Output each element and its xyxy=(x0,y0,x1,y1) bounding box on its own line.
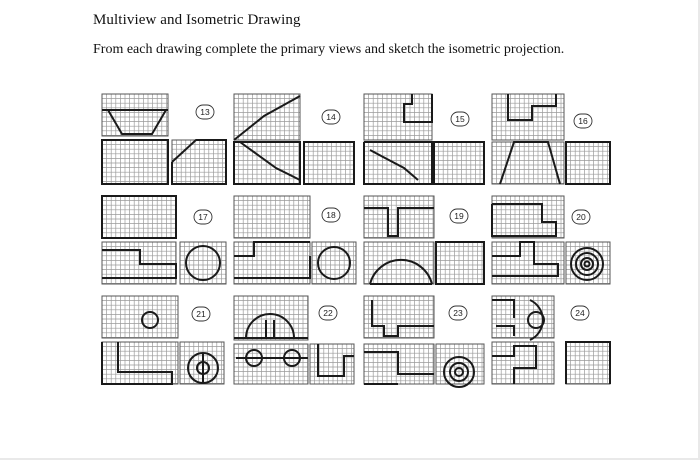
problem-number-badge xyxy=(192,307,210,321)
problem-number: 13 xyxy=(200,107,210,118)
problem-number: 16 xyxy=(578,116,588,127)
grid-border xyxy=(436,242,484,284)
problem-number: 24 xyxy=(575,308,585,319)
problem-16 xyxy=(492,94,610,184)
problem-17 xyxy=(102,196,226,284)
grid-panel xyxy=(492,196,564,238)
grid-border xyxy=(102,140,168,184)
grid-panel xyxy=(102,342,178,384)
grid-panel xyxy=(234,196,310,238)
grid-border xyxy=(566,142,610,184)
grid-panel xyxy=(102,140,168,184)
worksheet-instruction: From each drawing complete the primary views and sketch the isometric projection. xyxy=(93,42,565,57)
grid-panel xyxy=(172,140,226,184)
grid-panel xyxy=(436,242,484,284)
problem-number-badge xyxy=(322,208,340,222)
problem-number: 19 xyxy=(454,211,464,222)
problem-number: 17 xyxy=(198,212,208,223)
problem-number-badge xyxy=(449,306,467,320)
problem-number-badge xyxy=(319,306,337,320)
problem-number: 20 xyxy=(576,212,586,223)
grid-panel xyxy=(102,196,176,238)
problem-number: 21 xyxy=(196,309,206,320)
problem-number-badge xyxy=(322,110,340,124)
problem-18 xyxy=(234,196,356,284)
problem-20 xyxy=(492,196,610,284)
grid-border xyxy=(492,196,564,238)
problem-23 xyxy=(364,296,484,387)
grid-panel xyxy=(234,142,300,184)
problem-13 xyxy=(102,94,226,184)
problem-number-badge xyxy=(571,306,589,320)
problem-number: 14 xyxy=(326,112,336,123)
problem-number-badge xyxy=(194,210,212,224)
problem-number-badge xyxy=(574,114,592,128)
problem-number-badge xyxy=(572,210,590,224)
grid-panel xyxy=(492,94,564,140)
grid-panel xyxy=(492,342,554,384)
problem-14 xyxy=(234,94,354,184)
view-drawing xyxy=(102,196,220,280)
problem-19 xyxy=(364,196,484,284)
grid-panel xyxy=(434,142,484,184)
problem-24 xyxy=(492,296,610,384)
problem-number-badge xyxy=(196,105,214,119)
grid-border xyxy=(304,142,354,184)
grid-border xyxy=(364,142,432,184)
grid-panel xyxy=(364,142,432,184)
grid-panel xyxy=(364,94,432,140)
problem-22 xyxy=(234,296,354,384)
problem-number: 18 xyxy=(326,210,336,221)
grid-panel xyxy=(364,242,434,284)
problem-number: 22 xyxy=(323,308,333,319)
grid-panel xyxy=(566,342,610,384)
grid-panel xyxy=(492,296,554,338)
problem-number-badge xyxy=(450,209,468,223)
problem-15 xyxy=(364,94,484,184)
grid-border xyxy=(310,344,354,384)
grid-panel xyxy=(310,344,354,384)
grid-panel xyxy=(566,142,610,184)
grid-panel xyxy=(304,142,354,184)
view-drawing xyxy=(102,312,218,384)
grid-border xyxy=(434,142,484,184)
problem-number: 23 xyxy=(453,308,463,319)
worksheet-title: Multiview and Isometric Drawing xyxy=(93,12,301,28)
grid-border xyxy=(234,142,300,184)
grid-border xyxy=(566,342,610,384)
problem-number-badge xyxy=(451,112,469,126)
grid-panel xyxy=(234,296,308,340)
grid-panel xyxy=(102,296,178,338)
problem-21 xyxy=(102,296,224,384)
problem-number: 15 xyxy=(455,114,465,125)
